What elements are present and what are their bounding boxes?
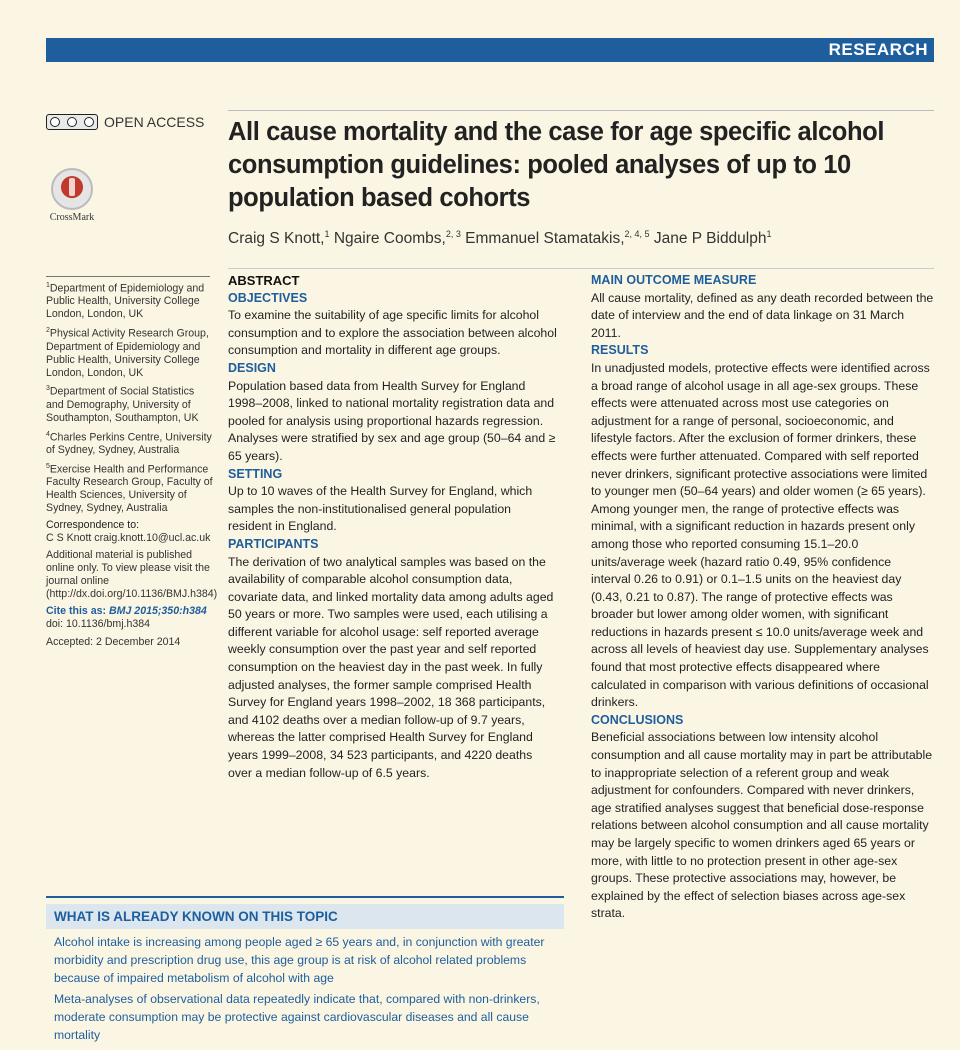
open-access-badge <box>46 114 204 130</box>
doi[interactable]: doi: 10.1136/bmj.h384 <box>46 617 151 630</box>
outcome-heading: MAIN OUTCOME MEASURE <box>591 273 757 287</box>
accepted-date: Accepted: 2 December 2014 <box>46 636 181 649</box>
already-known-heading: WHAT IS ALREADY KNOWN ON THIS TOPIC <box>46 904 564 929</box>
already-known-body <box>46 929 564 1050</box>
citation: Cite this as: BMJ 2015;350:h384 <box>46 604 207 617</box>
affiliation: $^3$Department of Social Statistics and Demography, University of Southampton, Southampton, UK <box>46 385 199 424</box>
setting-text: Up to 10 waves of the Health Survey for England, which samples the non-institutionalised general population resident in England. <box>228 484 533 534</box>
affiliation: $^4$Charles Perkins Centre, University of Sydney, Sydney, Australia <box>46 430 212 457</box>
title-divider <box>228 110 934 111</box>
participants-text: The derivation of two analytical samples was based on the availability of comparable alcohol consumption data, covariate data, and linked mortality data among adults aged 50 years or more. Two samples were used, each utilising a different variable for alcohol usage: self reported average weekly consumption over the past year and self reported consumption on the heaviest day in the past week. In fully adjusted analyses, the former sample comprised Health Survey for England years 1998–2002, 18 368 participants, and 4102 deaths over a median follow-up of 9.7 years, whereas the latter comprised Health Survey for England years 1999–2008, 34 523 participants, and 4220 deaths over a median follow-up of 6.5 years. <box>228 554 554 780</box>
setting-heading: SETTING <box>228 466 283 481</box>
sidebar-divider <box>46 276 210 277</box>
creative-commons-icon <box>46 114 98 130</box>
author[interactable]: Jane P Biddulph$^1$ <box>653 229 772 248</box>
article-title: All cause mortality and the case for age specific alcohol consumption guidelines: pooled analyses of up to 10 population based cohorts <box>228 118 885 212</box>
results-text: In unadjusted models, protective effects were identified across a broad range of alcohol usage in all age-sex groups. These effects were attenuated across most use categories on adjustment for a range of personal, socioeconomic, and lifestyle factors. After the exclusion of former drinkers, these effects were further attenuated. Compared with self reported never drinkers, significant protective associations were limited to younger men (50–64 years) and older women (≥ 65 years). Among younger men, the range of protective effects was minimal, with a significant reduction in hazards present only among those who reported consuming 15.1–20.0 units/average week (hazard ratio 0.49, 95% confidence interval 0.26 to 0.91) or 0.1–1.5 units on the heaviest day (0.43, 0.21 to 0.87). The range of protective effects was broader but lower among older women, with significant reductions in hazards present ≤ 10.0 units/average week and across all levels of heaviest day use. Supplementary analyses found that most protective effects disappeared where calculated in comparison with various definitions of occasional drinkers. <box>591 360 930 710</box>
already-known-point: Alcohol intake is increasing among people aged ≥ 65 years and, in conjunction with greater morbidity and prescription drug use, this age group is at risk of alcohol related problems because of impaired metabolism of alcohol with age <box>54 935 545 986</box>
crossmark-icon <box>51 168 93 210</box>
conclusions-text: Beneficial associations between low intensity alcohol consumption and all cause mortality may in part be attributable to inappropriate selection of a referent group and weak adjustment for confounders. Compared with never drinkers, age stratified analyses suggest that beneficial dose-response relations between alcohol consumption and all cause mortality may be largely specific to women drinkers aged 65 years or more, with little to no protection present in other age-sex groups. These protective associations may, however, be explained by the effect of selection biases across age-sex strata. <box>591 730 933 921</box>
affiliation: $^2$Physical Activity Research Group, Department of Epidemiology and Public Health, University College London, London, UK <box>46 327 209 379</box>
outcome-text: All cause mortality, defined as any death recorded between the date of interview and the end of data linkage on 31 March 2011. <box>591 290 934 340</box>
already-known-box <box>46 896 564 1048</box>
crossmark-logo[interactable] <box>47 168 97 223</box>
affiliations-sidebar <box>46 280 218 653</box>
author[interactable]: Emmanuel Stamatakis,$^{2, 4, 5}$ <box>465 229 650 248</box>
correspondence-email[interactable]: C S Knott craig.knott.10@ucl.ac.uk <box>46 532 211 545</box>
abstract-divider <box>228 268 934 269</box>
abstract-column-left <box>228 272 558 782</box>
conclusions-heading: CONCLUSIONS <box>591 712 684 727</box>
affiliation: $^5$Exercise Health and Performance Faculty Research Group, Faculty of Health Sciences, University of Sydney, Sydney, Australia <box>46 463 213 515</box>
design-text: Population based data from Health Survey for England 1998–2008, linked to national mortality registration data and pooled for analysis using proportional hazards regression. Analyses were stratified by sex and age group (50–64 and ≥ 65 years). <box>228 378 556 463</box>
objectives-heading: OBJECTIVES <box>228 290 308 305</box>
additional-material-note[interactable]: Additional material is published online only. To view please visit the journal online (http://dx.doi.org/10.1136/BMJ.h384) <box>46 548 218 600</box>
objectives-text: To examine the suitability of age specific limits for alcohol consumption and to explore the association between alcohol consumption and mortality in different age groups. <box>228 308 557 358</box>
section-banner: RESEARCH <box>46 38 934 62</box>
results-heading: RESULTS <box>591 343 649 358</box>
author-list <box>228 229 772 248</box>
author[interactable]: Ngaire Coombs,$^{2, 3}$ <box>333 229 461 248</box>
author[interactable]: Craig S Knott,$^1$ <box>228 229 330 248</box>
affiliation: $^1$Department of Epidemiology and Public Health, University College London, London, UK <box>46 282 205 321</box>
correspondence: Correspondence to: <box>46 519 140 532</box>
abstract-heading: ABSTRACT <box>228 273 300 288</box>
crossmark-label: CrossMark <box>49 212 95 223</box>
participants-heading: PARTICIPANTS <box>228 536 319 551</box>
already-known-point: Meta-analyses of observational data repeatedly indicate that, compared with non-drinkers, moderate consumption may be protective against cardiovascular diseases and all cause mortality <box>54 991 540 1043</box>
abstract-column-right <box>591 272 934 923</box>
design-heading: DESIGN <box>228 360 276 375</box>
open-access-label: OPEN ACCESS <box>104 114 205 130</box>
